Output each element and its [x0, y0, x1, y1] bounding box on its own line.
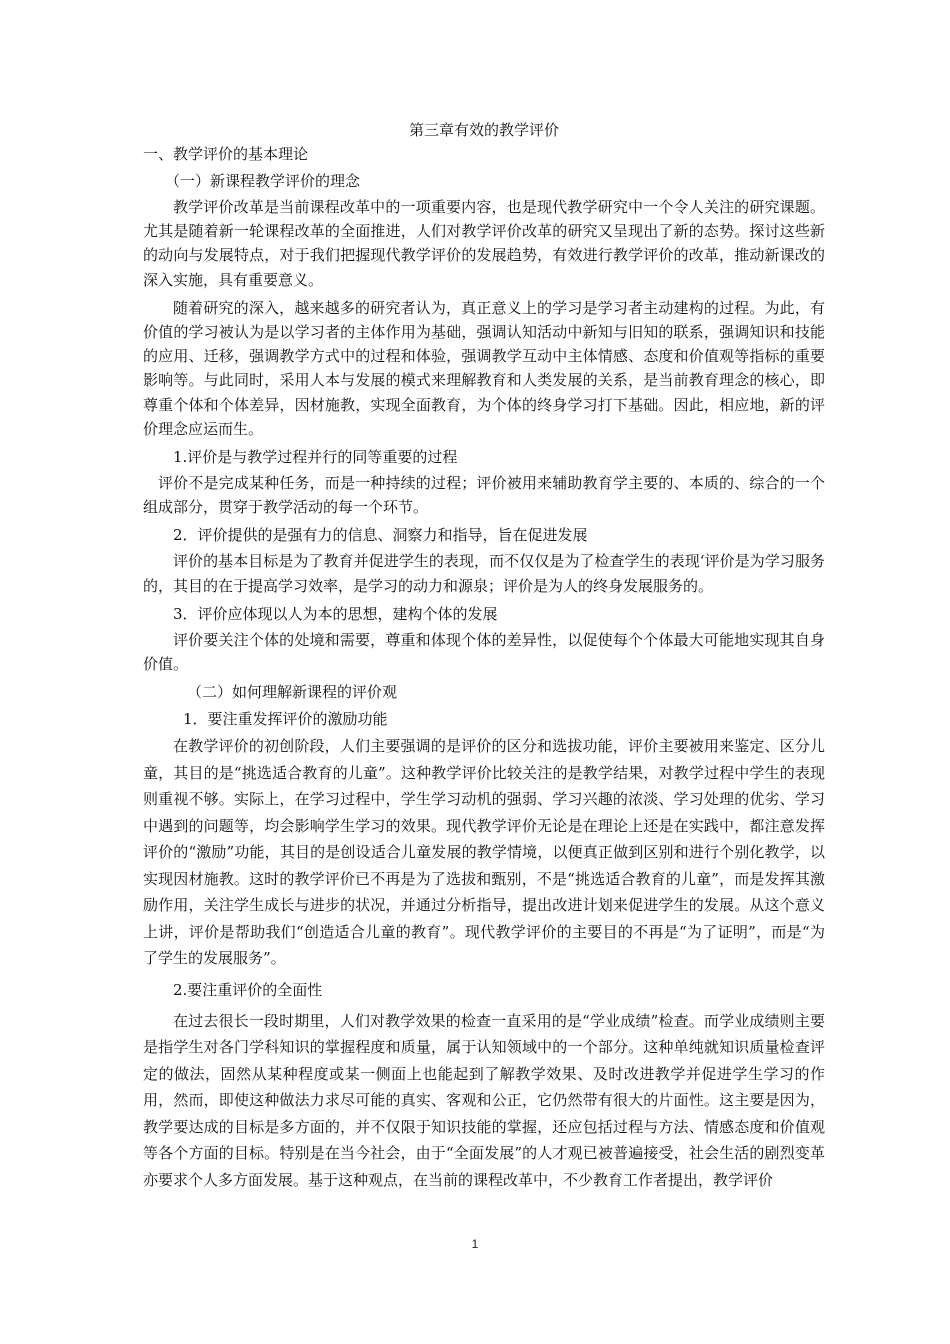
subsection-heading: （二）如何理解新课程的评价观 [187, 683, 398, 702]
point-heading: 3．评价应体现以人为本的思想，建构个体的发展 [173, 604, 498, 623]
section-heading: 一、教学评价的基本理论 [143, 145, 309, 163]
page-number: 1 [471, 1237, 479, 1251]
paragraph: 评价要关注个体的处境和需要，尊重和体现个体的差异性，以促使每个个体最大可能地实现其自身价值。 [143, 630, 825, 674]
point-heading: 1．要注重发挥评价的激励功能 [183, 710, 388, 729]
subsection-heading: （一）新课程教学评价的理念 [165, 172, 361, 190]
point-heading: 2.要注重评价的全面性 [173, 980, 323, 999]
document-body [143, 118, 825, 1197]
paragraph: 在过去很长一段时期里，人们对教学效果的检查一直采用的是“学业成绩”检查。而学业成绩则主要是指学生对各门学科知识的掌握程度和质量，属于认知领域中的一个部分。这种单纯就知识质量检查评定的做法，固然从某种程度或某一侧面上也能起到了解教学效果、及时改进教学并促进学生学习的作用，然而，即使这种做法力求尽可能的真实、客观和公正，它仍然带有很大的片面性。这主要是因为，教学要达成的目标是多方面的，并不仅限于知识技能的掌握，还应包括过程与方法、情感态度和价值观等各个方面的目标。特别是在当今社会，由于“全面发展”的人才观已被普遍接受，社会生活的剧烈变革亦要求个人多方面发展。基于这种观点，在当前的课程改革中，不少教育工作者提出，教学评价 [143, 1011, 825, 1189]
point-heading: 2．评价提供的是强有力的信息、洞察力和指导，旨在促进发展 [173, 526, 588, 545]
paragraph: 评价的基本目标是为了教育并促进学生的表现，而不仅仅是为了检查学生的表现‘评价是为学习服务的，其目的在于提高学习效率，是学习的动力和源泉；评价是为人的终身发展服务的。 [143, 552, 825, 595]
paragraph: 在教学评价的初创阶段，人们主要强调的是评价的区分和选拔功能，评价主要被用来鉴定、区分儿童，其目的是“挑选适合教育的儿童”。这种教学评价比较关注的是教学结果，对教学过程中学生的表现则重视不够。实际上，在学习过程中，学生学习动机的强弱、学习兴趣的浓淡、学习处理的优劣、学习中遇到的问题等，均会影响学生学习的效果。现代教学评价无论是在理论上还是在实践中，都注意发挥评价的“激励”功能，其目的是创设适合儿童发展的教学情境，以便真正做到区别和进行个别化教学，以实现因材施教。这时的教学评价已不再是为了选拔和甄别，不是“挑选适合教育的儿童”，而是发挥其激励作用，关注学生成长与进步的状况，并通过分析指导，提出改进计划来促进学生的发展。从这个意义上讲，评价是帮助我们“创造适合儿童的教育”。现代教学评价的主要目的不再是“为了证明”，而是“为了学生的发展服务”。 [143, 737, 825, 968]
paragraph: 教学评价改革是当前课程改革中的一项重要内容，也是现代教学研究中一个令人关注的研究课题。尤其是随着新一轮课程改革的全面推进，人们对教学评价改革的研究又呈现出了新的态势。探讨这些新的动向与发展特点，对于我们把握现代教学评价的发展趋势，有效进行教学评价的改革，推动新课改的深入实施，具有重要意义。 [143, 198, 825, 289]
chapter-title: 第三章有效的教学评价 [408, 121, 559, 139]
paragraph: 随着研究的深入，越来越多的研究者认为，真正意义上的学习是学习者主动建构的过程。为此，有价值的学习被认为是以学习者的主体作用为基础，强调认知活动中新知与旧知的联系，强调知识和技能的应用、迁移，强调教学方式中的过程和体验，强调教学互动中主体情感、态度和价值观等指标的重要影响等。与此同时，采用人本与发展的模式来理解教育和人类发展的关系，是当前教育理念的核心，即尊重个体和个体差异，因材施教，实现全面教育，为个体的终身学习打下基础。因此，相应地，新的评价理念应运而生。 [143, 298, 825, 438]
point-heading: 1.评价是与教学过程并行的同等重要的过程 [173, 448, 458, 467]
paragraph: 评价不是完成某种任务，而是一种持续的过程；评价被用来辅助教育学主要的、本质的、综合的一个组成部分，贯穿于教学活动的每一个环节。 [143, 474, 825, 517]
